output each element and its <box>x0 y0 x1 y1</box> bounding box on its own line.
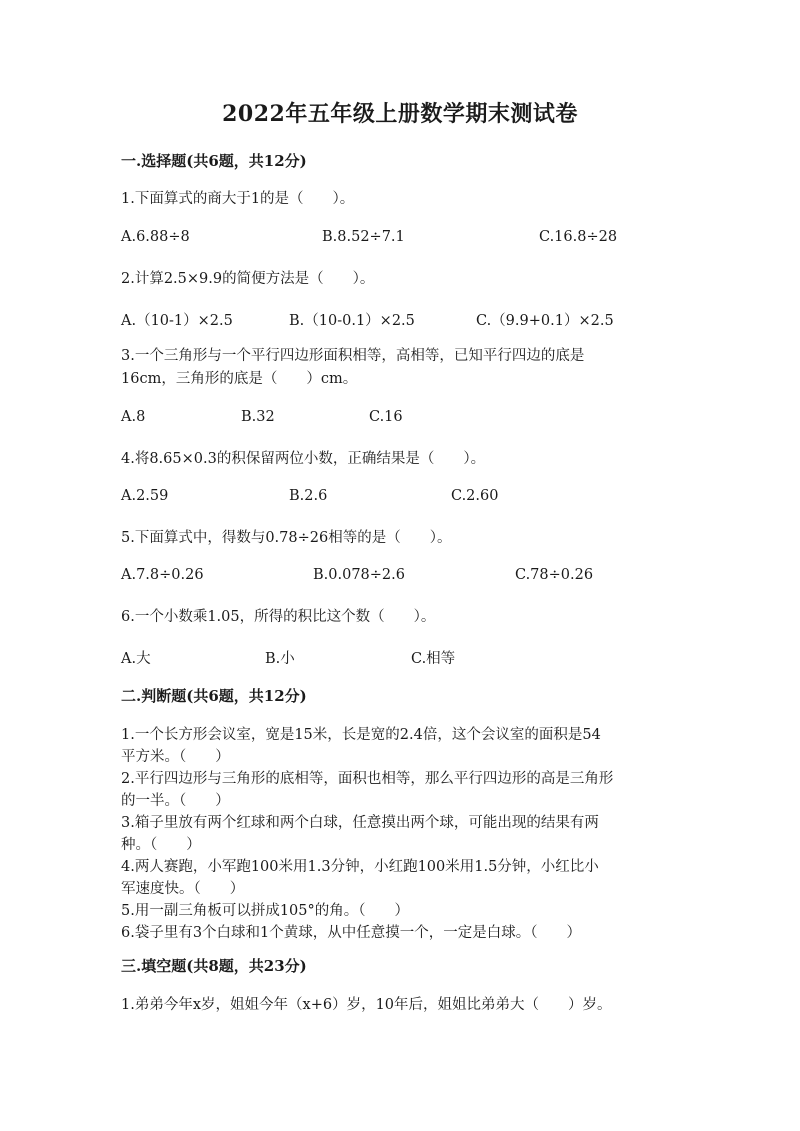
choice-option-2a: A.（10-1）×2.5 <box>121 313 233 329</box>
choice-option-5c: C.78÷0.26 <box>515 567 594 583</box>
choice-option-4b: B.2.6 <box>289 488 328 504</box>
choice-option-6a: A.大 <box>121 651 151 667</box>
choice-option-1c: C.16.8÷28 <box>539 229 618 245</box>
choice-option-5b: B.0.078÷2.6 <box>313 567 405 583</box>
section-heading-choice: 一.选择题(共6题，共12分) <box>121 152 307 170</box>
choice-question-3-cont: 16cm，三角形的底是（ ）cm。 <box>121 371 358 387</box>
choice-question-6: 6.一个小数乘1.05，所得的积比这个数（ ）。 <box>121 609 436 625</box>
choice-option-4a: A.2.59 <box>121 488 169 504</box>
choice-option-1a: A.6.88÷8 <box>121 229 190 245</box>
judgment-line: 2.平行四边形与三角形的底相等，面积也相等，那么平行四边形的高是三角形 <box>121 771 614 787</box>
judgment-line: 1.一个长方形会议室，宽是15米，长是宽的2.4倍，这个会议室的面积是54 <box>121 727 601 743</box>
choice-question-2: 2.计算2.5×9.9的简便方法是（ ）。 <box>121 271 375 287</box>
choice-option-3a: A.8 <box>121 409 146 425</box>
choice-question-3: 3.一个三角形与一个平行四边形面积相等，高相等，已知平行四边的底是 <box>121 348 585 364</box>
judgment-line: 6.袋子里有3个白球和1个黄球，从中任意摸一个，一定是白球。（ ） <box>121 925 582 941</box>
choice-option-1b: B.8.52÷7.1 <box>322 229 405 245</box>
judgment-line: 3.箱子里放有两个红球和两个白球，任意摸出两个球，可能出现的结果有两 <box>121 815 599 831</box>
judgment-line: 的一半。（ ） <box>121 793 230 809</box>
judgment-line: 军速度快。（ ） <box>121 881 245 897</box>
judgment-line: 5.用一副三角板可以拼成105°的角。（ ） <box>121 903 410 919</box>
choice-option-6c: C.相等 <box>411 651 456 667</box>
section-heading-fill-blank: 三.填空题(共8题，共23分) <box>121 957 307 975</box>
choice-option-2b: B.（10-0.1）×2.5 <box>289 313 415 329</box>
choice-option-4c: C.2.60 <box>451 488 499 504</box>
judgment-line: 种。（ ） <box>121 837 201 853</box>
choice-question-4: 4.将8.65×0.3的积保留两位小数，正确结果是（ ）。 <box>121 451 486 467</box>
fill-blank-question-1: 1.弟弟今年x岁，姐姐今年（x+6）岁，10年后，姐姐比弟弟大（ ）岁。 <box>121 997 612 1013</box>
judgment-line: 4.两人赛跑，小军跑100米用1.3分钟，小红跑100米用1.5分钟，小红比小 <box>121 859 599 875</box>
choice-option-3c: C.16 <box>369 409 403 425</box>
choice-option-2c: C.（9.9+0.1）×2.5 <box>476 313 614 329</box>
choice-question-1: 1.下面算式的商大于1的是（ ）。 <box>121 191 355 207</box>
page-title: 2022年五年级上册数学期末测试卷 <box>222 101 578 127</box>
choice-option-6b: B.小 <box>265 651 295 667</box>
section-heading-judgment: 二.判断题(共6题，共12分) <box>121 687 307 705</box>
judgment-line: 平方米。（ ） <box>121 749 230 765</box>
choice-option-3b: B.32 <box>241 409 275 425</box>
choice-question-5: 5.下面算式中，得数与0.78÷26相等的是（ ）。 <box>121 530 452 546</box>
choice-option-5a: A.7.8÷0.26 <box>121 567 204 583</box>
